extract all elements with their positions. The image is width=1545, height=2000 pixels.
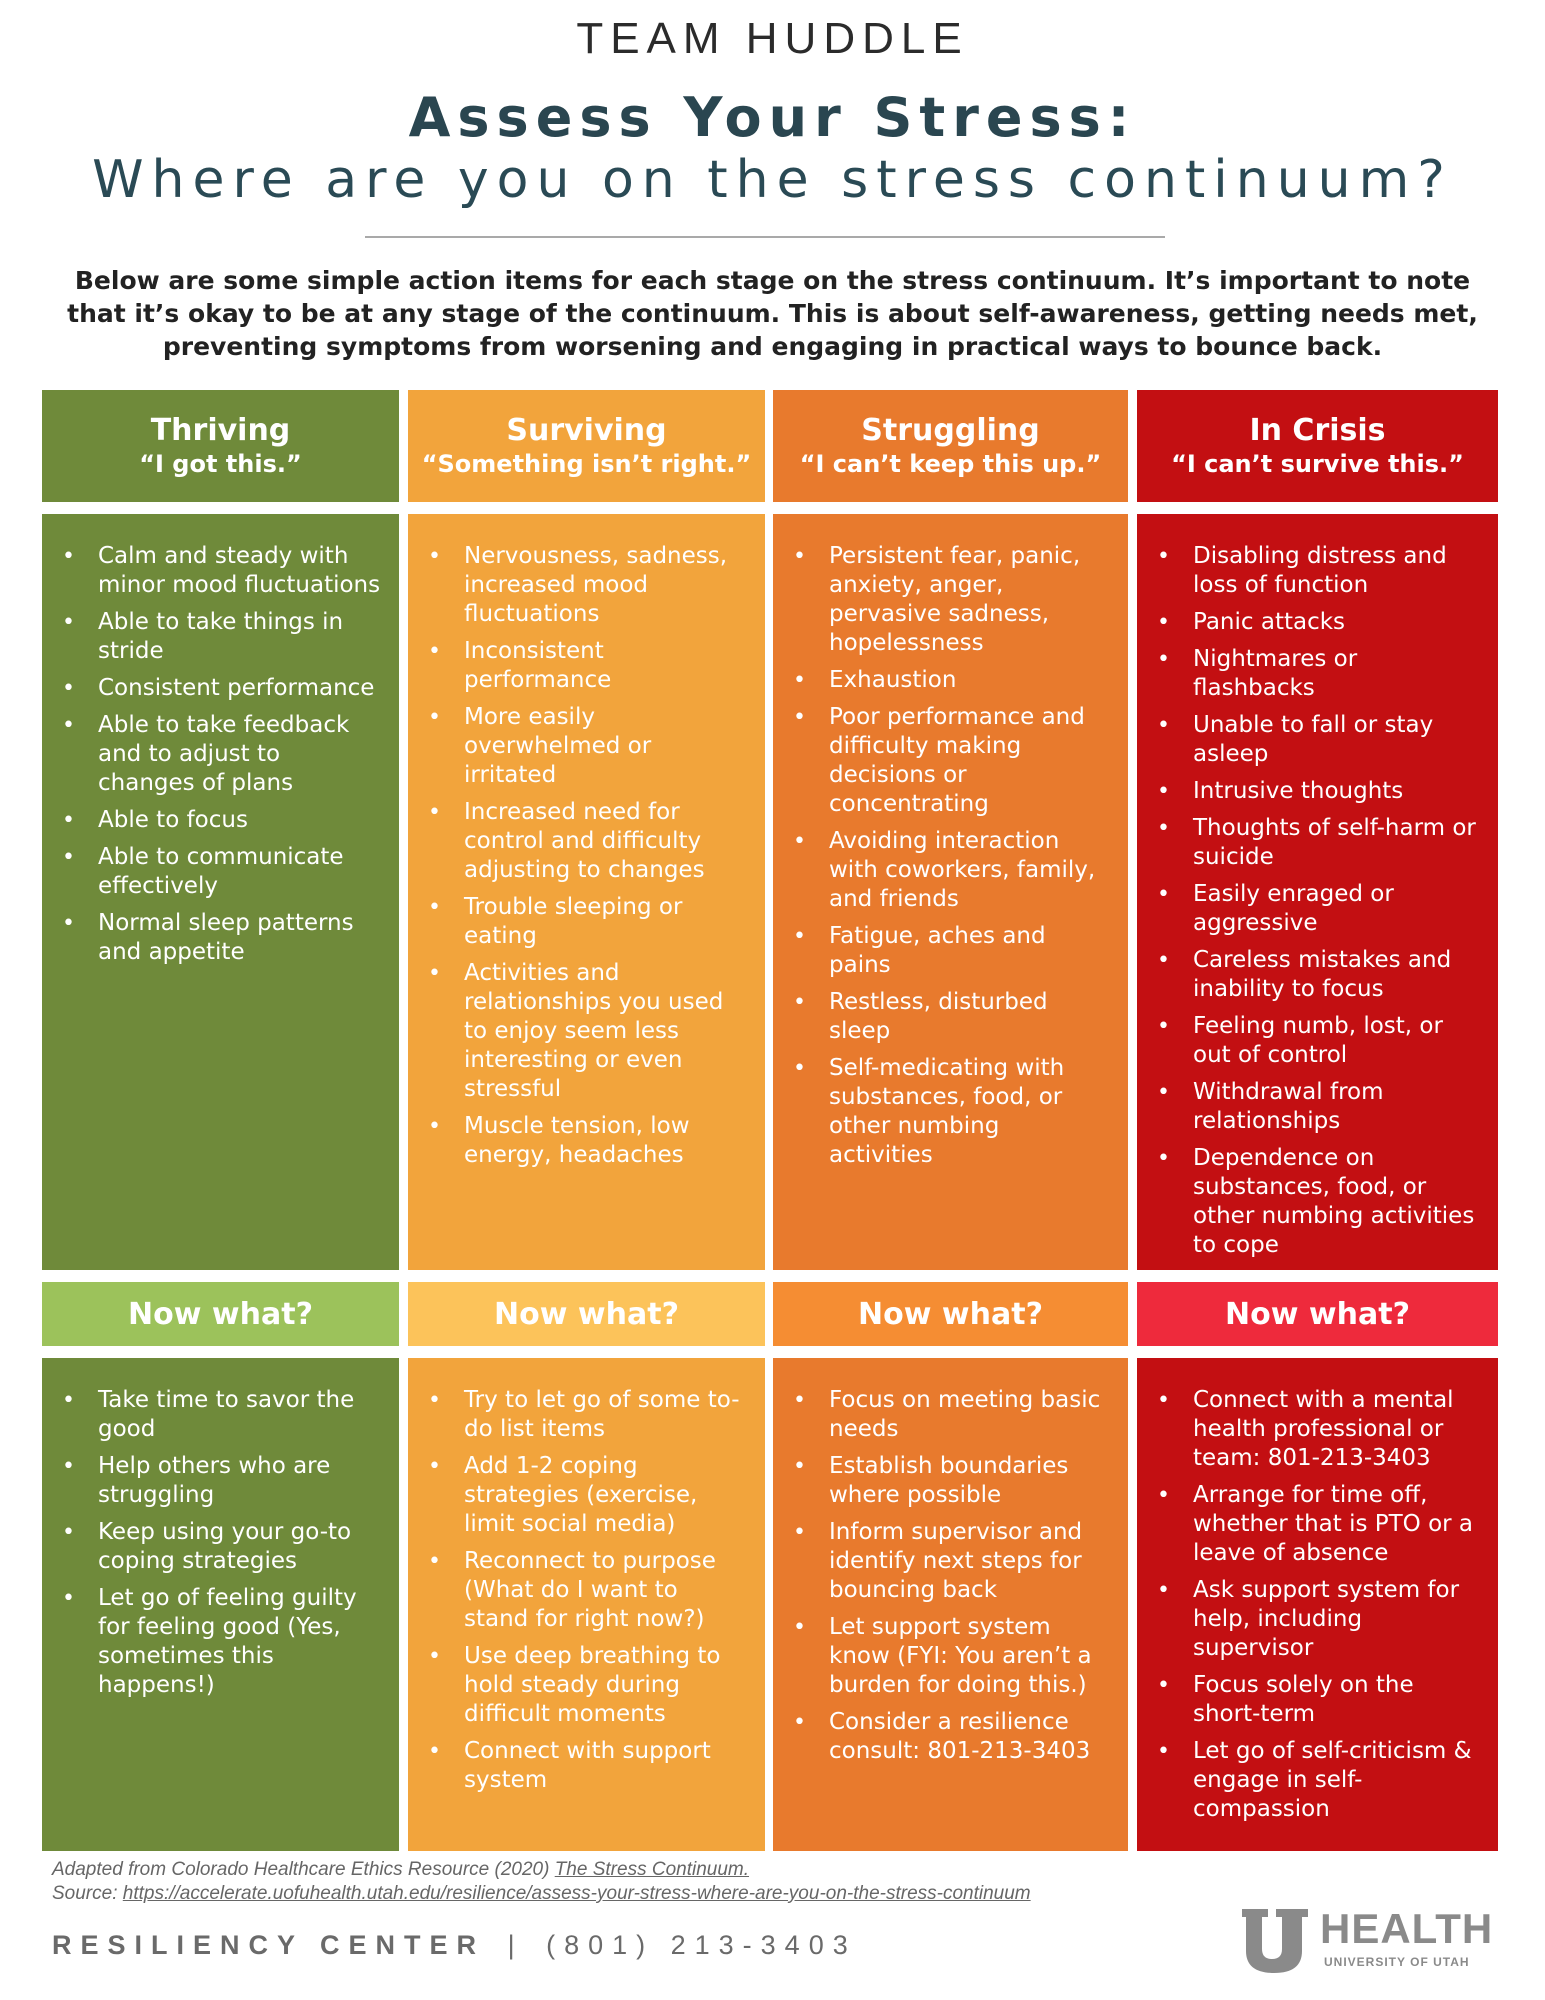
attribution — [52, 1858, 1031, 1906]
symptom-item: • Exhaustion — [829, 666, 1110, 695]
logo-word: HEALTH — [1320, 1905, 1494, 1952]
stage-name: In Crisis — [1249, 413, 1386, 448]
action-item: • Let go of feeling guilty for feeling good (Yes, sometimes this happens!) — [98, 1584, 381, 1700]
symptom-item: • Fatigue, aches and pains — [829, 922, 1110, 980]
symptoms-panel-struggling — [773, 514, 1128, 1270]
symptoms-panel-thriving — [42, 514, 399, 1270]
actions-panel-thriving — [42, 1358, 399, 1851]
stage-header-surviving — [408, 390, 765, 502]
symptom-item: • Increased need for control and difficulty adjusting to changes — [464, 798, 747, 885]
symptom-item: • Withdrawal from relationships — [1193, 1078, 1480, 1136]
symptom-item: • Persistent fear, panic, anxiety, anger, pervasive sadness, hopelessness — [829, 542, 1110, 658]
symptom-item: • Calm and steady with minor mood fluctuations — [98, 542, 381, 600]
symptom-item: • Able to take feedback and to adjust to changes of plans — [98, 711, 381, 798]
symptom-item: • More easily overwhelmed or irritated — [464, 703, 747, 790]
symptom-list — [773, 514, 1128, 1170]
intro-paragraph: Below are some simple action items for each stage on the stress continuum. It’s important to note that it’s okay to be at any stage of the continuum. This is about self-awareness, getting needs met, preventing symptoms from worsening and engaging in practical ways to bounce back. — [67, 266, 1478, 361]
action-list — [42, 1358, 399, 1700]
symptom-item: • Dependence on substances, food, or other numbing activities to cope — [1193, 1144, 1480, 1260]
now-what-header-struggling: Now what? — [773, 1282, 1128, 1346]
page-title: Assess Your Stress: — [408, 86, 1137, 149]
symptom-item: • Restless, disturbed sleep — [829, 988, 1110, 1046]
symptom-item: • Inconsistent performance — [464, 637, 747, 695]
logo-subtitle: UNIVERSITY OF UTAH — [1324, 1955, 1470, 1969]
action-item: • Arrange for time off, whether that is PTO or a leave of absence — [1193, 1481, 1480, 1568]
now-what-header-surviving: Now what? — [408, 1282, 765, 1346]
symptom-item: • Disabling distress and loss of function — [1193, 542, 1480, 600]
symptom-list — [408, 514, 765, 1170]
page-subtitle: Where are you on the stress continuum? — [92, 150, 1453, 210]
symptom-item: • Feeling numb, lost, or out of control — [1193, 1012, 1480, 1070]
action-list — [773, 1358, 1128, 1766]
symptom-item: • Poor performance and difficulty making decisions or concentrating — [829, 703, 1110, 819]
action-item: • Inform supervisor and identify next steps for bouncing back — [829, 1518, 1110, 1605]
symptom-list — [1137, 514, 1498, 1260]
stage-name: Thriving — [150, 413, 291, 448]
symptom-item: • Easily enraged or aggressive — [1193, 880, 1480, 938]
action-item: • Focus on meeting basic needs — [829, 1386, 1110, 1444]
action-item: • Let support system know (FYI: You aren’t a burden for doing this.) — [829, 1613, 1110, 1700]
action-list — [408, 1358, 765, 1795]
symptom-item: • Careless mistakes and inability to focus — [1193, 946, 1480, 1004]
stage-quote: “I can’t keep this up.” — [799, 450, 1102, 478]
symptom-item: • Normal sleep patterns and appetite — [98, 909, 381, 967]
resiliency-center-contact — [52, 1930, 857, 1961]
stage-header-in-crisis — [1137, 390, 1498, 502]
action-item: • Let go of self-criticism & engage in self-compassion — [1193, 1737, 1480, 1824]
stage-header-thriving — [42, 390, 399, 502]
action-item: • Help others who are struggling — [98, 1452, 381, 1510]
stage-header-struggling — [773, 390, 1128, 502]
action-item: • Establish boundaries where possible — [829, 1452, 1110, 1510]
symptom-item: • Activities and relationships you used to enjoy seem less interesting or even stressful — [464, 959, 747, 1104]
symptom-item: • Self-medicating with substances, food, or other numbing activities — [829, 1054, 1110, 1170]
actions-panel-in-crisis — [1137, 1358, 1498, 1851]
now-what-header-in-crisis: Now what? — [1137, 1282, 1498, 1346]
stage-quote: “I can’t survive this.” — [1171, 450, 1464, 478]
center-name: RESILIENCY CENTER — [52, 1930, 486, 1960]
action-item: • Ask support system for help, including supervisor — [1193, 1576, 1480, 1663]
symptom-item: • Consistent performance — [98, 674, 381, 703]
action-item: • Try to let go of some to-do list items — [464, 1386, 747, 1444]
action-item: • Focus solely on the short-term — [1193, 1671, 1480, 1729]
action-list — [1137, 1358, 1498, 1824]
action-item: • Use deep breathing to hold steady during difficult moments — [464, 1642, 747, 1729]
stage-name: Surviving — [506, 413, 667, 448]
actions-panel-surviving — [408, 1358, 765, 1851]
kicker-team-huddle: TEAM HUDDLE — [576, 14, 969, 63]
symptom-item: • Nervousness, sadness, increased mood fluctuations — [464, 542, 747, 629]
stress-continuum-link[interactable]: The Stress Continuum. — [554, 1859, 750, 1880]
source-link[interactable]: https://accelerate.uofuhealth.utah.edu/resilience/assess-your-stress-where-are-you-on-the-stress-continuum — [122, 1883, 1031, 1904]
symptom-item: • Able to take things in stride — [98, 608, 381, 666]
action-item: • Keep using your go-to coping strategies — [98, 1518, 381, 1576]
source-label: Source: — [52, 1883, 123, 1904]
symptom-item: • Muscle tension, low energy, headaches — [464, 1112, 747, 1170]
symptom-item: • Nightmares or flashbacks — [1193, 645, 1480, 703]
symptom-item: • Able to communicate effectively — [98, 843, 381, 901]
symptom-item: • Able to focus — [98, 806, 381, 835]
action-item: • Connect with support system — [464, 1737, 747, 1795]
u-health-logo — [1238, 1905, 1494, 1975]
symptom-item: • Intrusive thoughts — [1193, 777, 1480, 806]
u-logo-icon — [1238, 1905, 1314, 1975]
symptom-item: • Unable to fall or stay asleep — [1193, 711, 1480, 769]
action-item: • Add 1-2 coping strategies (exercise, limit social media) — [464, 1452, 747, 1539]
stage-name: Struggling — [861, 413, 1040, 448]
center-phone: (801) 213-3403 — [546, 1930, 857, 1960]
adapted-text: Adapted from Colorado Healthcare Ethics Resource (2020) — [52, 1859, 555, 1880]
title-divider — [365, 236, 1165, 238]
stage-quote: “Something isn’t right.” — [421, 450, 752, 478]
now-what-header-thriving: Now what? — [42, 1282, 399, 1346]
symptom-item: • Avoiding interaction with coworkers, family, and friends — [829, 827, 1110, 914]
symptoms-panel-surviving — [408, 514, 765, 1270]
symptom-list — [42, 514, 399, 967]
action-item: • Connect with a mental health professional or team: 801-213-3403 — [1193, 1386, 1480, 1473]
action-item: • Take time to savor the good — [98, 1386, 381, 1444]
symptom-item: • Trouble sleeping or eating — [464, 893, 747, 951]
actions-panel-struggling — [773, 1358, 1128, 1851]
symptom-item: • Thoughts of self-harm or suicide — [1193, 814, 1480, 872]
symptom-item: • Panic attacks — [1193, 608, 1480, 637]
separator: | — [507, 1930, 524, 1960]
symptoms-panel-in-crisis — [1137, 514, 1498, 1270]
stage-quote: “I got this.” — [139, 450, 302, 478]
action-item: • Consider a resilience consult: 801-213-3403 — [829, 1708, 1110, 1766]
action-item: • Reconnect to purpose (What do I want to stand for right now?) — [464, 1547, 747, 1634]
